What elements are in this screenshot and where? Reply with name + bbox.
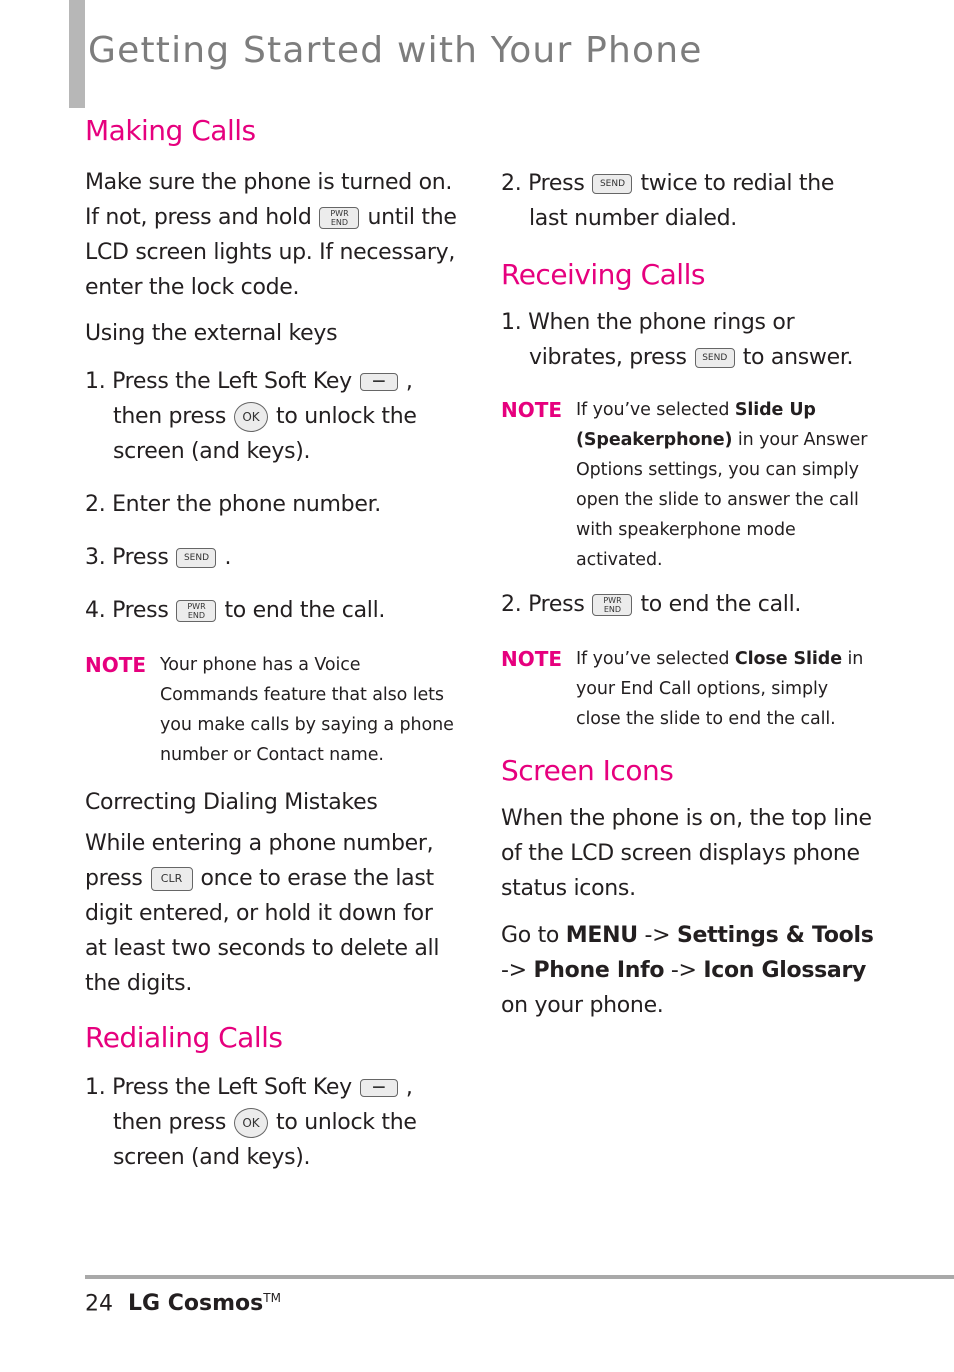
redialing-step-1: 1. Press the Left Soft Key — , then press OK to unlock the screen (and keys). (85, 1075, 417, 1170)
trademark: TM (263, 1291, 281, 1305)
slide-up-option: Slide Up (Speakerphone) (576, 400, 816, 450)
making-calls-step-2: 2. Enter the phone number. (85, 492, 382, 517)
ok-key-icon: OK (234, 1108, 268, 1138)
external-keys-heading: Using the external keys (85, 321, 338, 346)
left-soft-key-icon: — (360, 1079, 398, 1097)
note-label: NOTE (85, 653, 147, 677)
page-title: Getting Started with Your Phone (88, 30, 703, 71)
screen-icons-intro: When the phone is on, the top line of the LCD screen displays phone status icons. (501, 806, 872, 901)
left-column (85, 114, 457, 1175)
pwr-end-key-icon: PWR END (319, 207, 359, 229)
send-key-icon: SEND (695, 348, 735, 368)
receiving-step-2: 2. Press PWR END to end the call. (501, 592, 802, 617)
right-column (501, 166, 876, 1023)
correcting-text: While entering a phone number, press CLR once to erase the last digit entered, or hold it down for at least two seconds to delete all the digits. (85, 831, 440, 996)
footer-rule (85, 1275, 954, 1279)
making-calls-intro: Make sure the phone is turned on. If not, press and hold PWR END until the LCD screen lights up. If necessary, enter the lock code. (85, 170, 457, 300)
note-label: NOTE (501, 647, 563, 671)
note-label: NOTE (501, 398, 563, 422)
making-calls-step-1: 1. Press the Left Soft Key — , then press OK to unlock the screen (and keys). (85, 369, 417, 464)
send-key-icon: SEND (592, 174, 632, 194)
ok-key-icon: OK (234, 402, 268, 432)
making-calls-step-3: 3. Press SEND . (85, 545, 232, 570)
left-soft-key-icon: — (360, 373, 398, 391)
slide-up-note: NOTE If you’ve selected Slide Up (Speakerphone) in your Answer Options settings, you can simply open the slide to answer the call with speakerphone mode activated. (501, 395, 876, 575)
screen-icons-path: Go to MENU -> Settings & Tools -> Phone Info -> Icon Glossary on your phone. (501, 923, 874, 1018)
screen-icons-heading: Screen Icons (501, 754, 674, 787)
receiving-calls-heading: Receiving Calls (501, 258, 705, 291)
pwr-end-key-icon: PWR END (176, 600, 216, 622)
making-calls-heading: Making Calls (85, 114, 256, 147)
correcting-heading: Correcting Dialing Mistakes (85, 790, 378, 815)
note-text: Your phone has a Voice Commands feature that also lets you make calls by saying a phone number or Contact name. (160, 655, 454, 765)
receiving-step-1: 1. When the phone rings or vibrates, press SEND to answer. (501, 310, 854, 370)
redialing-step-2: 2. Press SEND twice to redial the last number dialed. (501, 171, 835, 231)
close-slide-note: NOTE If you’ve selected Close Slide in your End Call options, simply close the slide to end the call. (501, 644, 876, 734)
redialing-calls-heading: Redialing Calls (85, 1021, 283, 1054)
title-accent-bar (69, 0, 85, 108)
close-slide-option: Close Slide (734, 649, 842, 669)
page-number: 24 (85, 1291, 113, 1317)
clr-key-icon: CLR (151, 867, 193, 891)
voice-commands-note (85, 650, 457, 770)
making-calls-step-4: 4. Press PWR END to end the call. (85, 598, 386, 623)
brand-name: LG Cosmos (128, 1291, 264, 1317)
pwr-end-key-icon: PWR END (592, 594, 632, 616)
send-key-icon: SEND (176, 548, 216, 568)
footer (85, 1291, 281, 1316)
